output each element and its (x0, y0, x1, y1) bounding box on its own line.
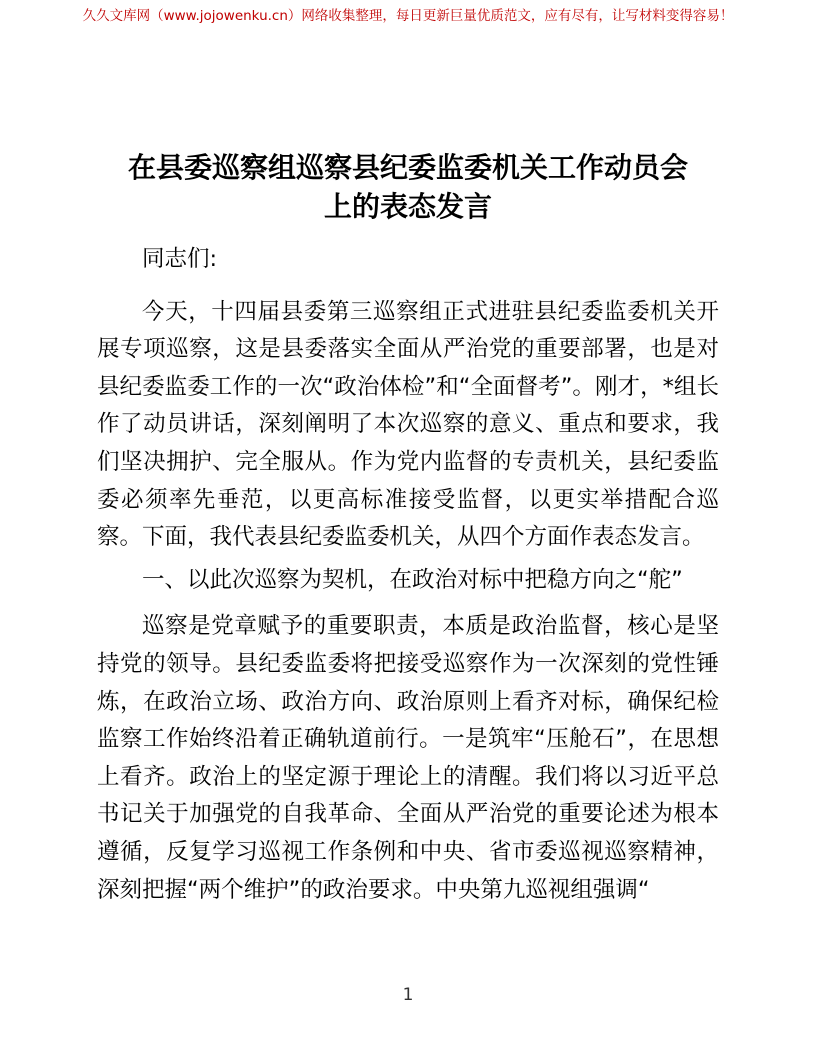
page-number: 1 (402, 985, 414, 1005)
document-title (97, 148, 719, 226)
document-title-line-1: 在县委巡察组巡察县纪委监委机关工作动员会 (127, 151, 688, 184)
document-title-line-2: 上的表态发言 (323, 190, 492, 223)
section-heading-1: 一、以此次巡察为契机，在政治对标中把稳方向之“舵” (142, 566, 683, 593)
document-content (97, 0, 719, 909)
paragraph-introduction: 今天，十四届县委第三巡察组正式进驻县纪委监委机关开展专项巡察，这是县委落实全面从严治党的重要部署，也是对县纪委监委工作的一次“政治体检”和“全面督考”。刚才，*组长作了动员讲话，深刻阐明了本次巡察的意义、重点和要求，我们坚决拥护、完全服从。作为党内监督的专责机关，县纪委监委必须率先垂范，以更高标准接受监督，以更实举措配合巡察。下面，我代表县纪委监委机关，从四个方面作表态发言。 (97, 298, 719, 551)
salutation: 同志们: (142, 246, 218, 272)
watermark-header-text: 久久文库网（www.jojowenku.cn）网络收集整理，每日更新巨量优质范文，应有尽有，让写材料变得容易！ (82, 8, 734, 24)
paragraph-section-1: 巡察是党章赋予的重要职责，本质是政治监督，核心是坚持党的领导。县纪委监委将把接受巡察作为一次深刻的党性锤炼，在政治立场、政治方向、政治原则上看齐对标，确保纪检监察工作始终沿着正确轨道前行。一是筑牢“压舱石”，在思想上看齐。政治上的坚定源于理论上的清醒。我们将以习近平总书记关于加强党的自我革命、全面从严治党的重要论述为根本遵循，反复学习巡视工作条例和中央、省市委巡视巡察精神，深刻把握“两个维护”的政治要求。中央第九巡视组强调“ (97, 613, 719, 903)
